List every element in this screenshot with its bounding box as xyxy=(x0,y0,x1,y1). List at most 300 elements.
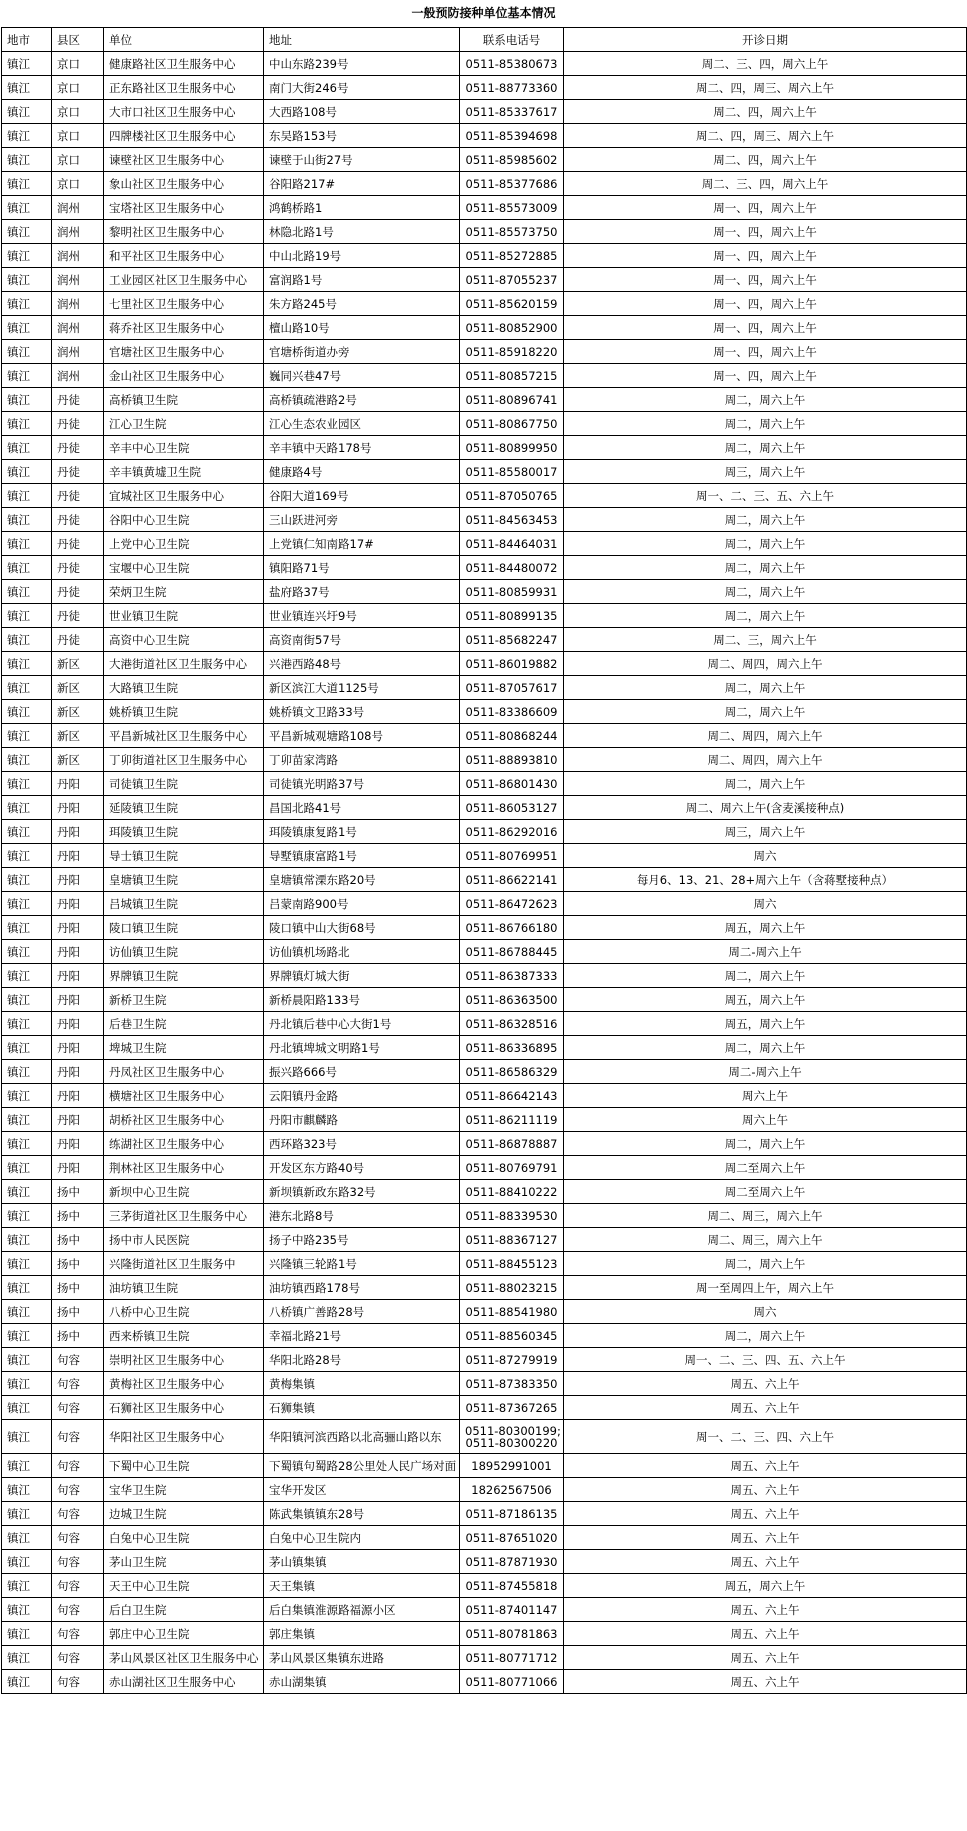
cell-district: 京口 xyxy=(52,52,104,76)
table-row xyxy=(2,1574,967,1598)
cell-district: 润州 xyxy=(52,268,104,292)
cell-open-days: 周二、四，周三、周六上午 xyxy=(564,76,967,100)
table-row xyxy=(2,964,967,988)
cell-city: 镇江 xyxy=(2,148,52,172)
table-row xyxy=(2,52,967,76)
cell-district: 丹阳 xyxy=(52,916,104,940)
cell-phone: 0511-88339530 xyxy=(460,1204,564,1228)
cell-unit: 象山社区卫生服务中心 xyxy=(104,172,264,196)
cell-address: 下蜀镇句蜀路28公里处人民广场对面 xyxy=(264,1454,460,1478)
cell-district: 润州 xyxy=(52,220,104,244)
table-row xyxy=(2,412,967,436)
cell-unit: 扬中市人民医院 xyxy=(104,1228,264,1252)
table-row xyxy=(2,244,967,268)
table-row xyxy=(2,364,967,388)
cell-district: 丹阳 xyxy=(52,868,104,892)
cell-district: 扬中 xyxy=(52,1180,104,1204)
table-row xyxy=(2,844,967,868)
cell-city: 镇江 xyxy=(2,268,52,292)
cell-district: 句容 xyxy=(52,1670,104,1694)
cell-open-days: 周一、二、三、五、六上午 xyxy=(564,484,967,508)
cell-city: 镇江 xyxy=(2,676,52,700)
cell-city: 镇江 xyxy=(2,1574,52,1598)
cell-unit: 上党中心卫生院 xyxy=(104,532,264,556)
table-row xyxy=(2,340,967,364)
cell-city: 镇江 xyxy=(2,220,52,244)
cell-unit: 高资中心卫生院 xyxy=(104,628,264,652)
cell-unit: 访仙镇卫生院 xyxy=(104,940,264,964)
cell-unit: 兴隆街道社区卫生服务中 xyxy=(104,1252,264,1276)
cell-address: 西环路323号 xyxy=(264,1132,460,1156)
cell-district: 扬中 xyxy=(52,1324,104,1348)
cell-district: 句容 xyxy=(52,1574,104,1598)
cell-unit: 皇塘镇卫生院 xyxy=(104,868,264,892)
cell-unit: 边城卫生院 xyxy=(104,1502,264,1526)
cell-city: 镇江 xyxy=(2,1180,52,1204)
cell-address: 陵口镇中山大街68号 xyxy=(264,916,460,940)
cell-unit: 导士镇卫生院 xyxy=(104,844,264,868)
cell-open-days: 周二，周六上午 xyxy=(564,436,967,460)
cell-address: 东吴路153号 xyxy=(264,124,460,148)
cell-district: 丹阳 xyxy=(52,796,104,820)
table-row xyxy=(2,748,967,772)
cell-unit: 茅山风景区社区卫生服务中心 xyxy=(104,1646,264,1670)
cell-open-days: 周三，周六上午 xyxy=(564,820,967,844)
table-row xyxy=(2,1454,967,1478)
cell-open-days: 周二，周六上午 xyxy=(564,580,967,604)
cell-open-days: 周五、六上午 xyxy=(564,1550,967,1574)
cell-city: 镇江 xyxy=(2,1036,52,1060)
cell-open-days: 周三，周六上午 xyxy=(564,460,967,484)
cell-open-days: 每月6、13、21、28+周六上午（含蒋墅接种点） xyxy=(564,868,967,892)
cell-address: 昌国北路41号 xyxy=(264,796,460,820)
cell-city: 镇江 xyxy=(2,124,52,148)
cell-city: 镇江 xyxy=(2,172,52,196)
cell-city: 镇江 xyxy=(2,1060,52,1084)
cell-phone: 0511-85682247 xyxy=(460,628,564,652)
cell-unit: 华阳社区卫生服务中心 xyxy=(104,1420,264,1454)
cell-district: 京口 xyxy=(52,124,104,148)
cell-unit: 官塘社区卫生服务中心 xyxy=(104,340,264,364)
cell-address: 姚桥镇文卫路33号 xyxy=(264,700,460,724)
cell-phone: 0511-87057617 xyxy=(460,676,564,700)
cell-district: 新区 xyxy=(52,676,104,700)
cell-open-days: 周二、四，周六上午 xyxy=(564,148,967,172)
cell-phone: 0511-85272885 xyxy=(460,244,564,268)
cell-city: 镇江 xyxy=(2,1348,52,1372)
cell-district: 润州 xyxy=(52,292,104,316)
cell-address: 谷阳路217# xyxy=(264,172,460,196)
cell-phone: 0511-87651020 xyxy=(460,1526,564,1550)
table-row xyxy=(2,220,967,244)
cell-unit: 正东路社区卫生服务中心 xyxy=(104,76,264,100)
cell-address: 茅山镇集镇 xyxy=(264,1550,460,1574)
cell-address: 八桥镇广善路28号 xyxy=(264,1300,460,1324)
cell-open-days: 周二，周六上午 xyxy=(564,388,967,412)
cell-unit: 后巷卫生院 xyxy=(104,1012,264,1036)
cell-city: 镇江 xyxy=(2,1132,52,1156)
table-row xyxy=(2,868,967,892)
table-row xyxy=(2,916,967,940)
cell-phone: 0511-80857215 xyxy=(460,364,564,388)
cell-address: 宝华开发区 xyxy=(264,1478,460,1502)
cell-district: 扬中 xyxy=(52,1300,104,1324)
table-row xyxy=(2,460,967,484)
cell-city: 镇江 xyxy=(2,1372,52,1396)
cell-open-days: 周二，周六上午 xyxy=(564,1036,967,1060)
cell-phone: 0511-86766180 xyxy=(460,916,564,940)
cell-address: 大西路108号 xyxy=(264,100,460,124)
cell-district: 扬中 xyxy=(52,1252,104,1276)
cell-district: 新区 xyxy=(52,700,104,724)
cell-phone: 0511-86019882 xyxy=(460,652,564,676)
cell-open-days: 周一、二、三、四、六上午 xyxy=(564,1420,967,1454)
table-row xyxy=(2,1622,967,1646)
cell-city: 镇江 xyxy=(2,340,52,364)
cell-city: 镇江 xyxy=(2,412,52,436)
cell-open-days: 周五、六上午 xyxy=(564,1454,967,1478)
cell-unit: 新桥卫生院 xyxy=(104,988,264,1012)
cell-unit: 石狮社区卫生服务中心 xyxy=(104,1396,264,1420)
table-row xyxy=(2,316,967,340)
cell-open-days: 周二，周六上午 xyxy=(564,964,967,988)
cell-phone: 0511-85394698 xyxy=(460,124,564,148)
cell-city: 镇江 xyxy=(2,748,52,772)
cell-unit: 陵口镇卫生院 xyxy=(104,916,264,940)
table-row xyxy=(2,100,967,124)
header-open-days: 开诊日期 xyxy=(564,28,967,52)
table-row xyxy=(2,172,967,196)
cell-city: 镇江 xyxy=(2,844,52,868)
cell-city: 镇江 xyxy=(2,1204,52,1228)
header-district: 县区 xyxy=(52,28,104,52)
cell-phone: 0511-84563453 xyxy=(460,508,564,532)
cell-unit: 宝塔社区卫生服务中心 xyxy=(104,196,264,220)
table-row xyxy=(2,1156,967,1180)
cell-unit: 宜城社区卫生服务中心 xyxy=(104,484,264,508)
cell-phone: 0511-86363500 xyxy=(460,988,564,1012)
table-row xyxy=(2,1252,967,1276)
cell-open-days: 周六上午 xyxy=(564,1108,967,1132)
cell-unit: 宝堰中心卫生院 xyxy=(104,556,264,580)
table-row xyxy=(2,1228,967,1252)
table-row xyxy=(2,1526,967,1550)
table-row xyxy=(2,796,967,820)
cell-city: 镇江 xyxy=(2,1228,52,1252)
cell-district: 丹阳 xyxy=(52,964,104,988)
cell-city: 镇江 xyxy=(2,196,52,220)
cell-phone: 0511-84464031 xyxy=(460,532,564,556)
cell-phone: 0511-86801430 xyxy=(460,772,564,796)
cell-address: 开发区东方路40号 xyxy=(264,1156,460,1180)
cell-city: 镇江 xyxy=(2,52,52,76)
cell-address: 郭庄集镇 xyxy=(264,1622,460,1646)
table-row xyxy=(2,436,967,460)
cell-open-days: 周六 xyxy=(564,844,967,868)
cell-address: 丹北镇后巷中心大街1号 xyxy=(264,1012,460,1036)
table-row xyxy=(2,892,967,916)
cell-district: 丹阳 xyxy=(52,1156,104,1180)
cell-district: 京口 xyxy=(52,100,104,124)
cell-phone: 0511-85377686 xyxy=(460,172,564,196)
cell-district: 丹徒 xyxy=(52,556,104,580)
table-title: 一般预防接种单位基本情况 xyxy=(411,6,556,20)
cell-phone: 0511-87401147 xyxy=(460,1598,564,1622)
cell-address: 后白集镇淮源路福源小区 xyxy=(264,1598,460,1622)
cell-address: 盐府路37号 xyxy=(264,580,460,604)
cell-open-days: 周二、三、四，周六上午 xyxy=(564,172,967,196)
cell-district: 京口 xyxy=(52,76,104,100)
cell-city: 镇江 xyxy=(2,652,52,676)
cell-unit: 吕城镇卫生院 xyxy=(104,892,264,916)
cell-address: 镇阳路71号 xyxy=(264,556,460,580)
cell-district: 句容 xyxy=(52,1502,104,1526)
cell-unit: 界牌镇卫生院 xyxy=(104,964,264,988)
cell-unit: 丁卯街道社区卫生服务中心 xyxy=(104,748,264,772)
cell-district: 丹阳 xyxy=(52,772,104,796)
cell-open-days: 周二、周四，周六上午 xyxy=(564,724,967,748)
table-row xyxy=(2,388,967,412)
cell-city: 镇江 xyxy=(2,796,52,820)
cell-address: 导墅镇康富路1号 xyxy=(264,844,460,868)
cell-address: 华阳北路28号 xyxy=(264,1348,460,1372)
header-city: 地市 xyxy=(2,28,52,52)
cell-unit: 西来桥镇卫生院 xyxy=(104,1324,264,1348)
cell-city: 镇江 xyxy=(2,988,52,1012)
cell-district: 润州 xyxy=(52,316,104,340)
cell-district: 扬中 xyxy=(52,1204,104,1228)
cell-open-days: 周二-周六上午 xyxy=(564,1060,967,1084)
cell-district: 句容 xyxy=(52,1420,104,1454)
cell-city: 镇江 xyxy=(2,532,52,556)
cell-district: 润州 xyxy=(52,340,104,364)
table-row xyxy=(2,1132,967,1156)
cell-open-days: 周一、二、三、四、五、六上午 xyxy=(564,1348,967,1372)
cell-open-days: 周一、四，周六上午 xyxy=(564,244,967,268)
cell-open-days: 周二，周六上午 xyxy=(564,676,967,700)
table-row xyxy=(2,1550,967,1574)
cell-city: 镇江 xyxy=(2,940,52,964)
cell-open-days: 周二，周六上午 xyxy=(564,700,967,724)
cell-address: 中山北路19号 xyxy=(264,244,460,268)
cell-city: 镇江 xyxy=(2,244,52,268)
table-row xyxy=(2,724,967,748)
table-row xyxy=(2,1204,967,1228)
cell-open-days: 周二，周六上午 xyxy=(564,604,967,628)
cell-city: 镇江 xyxy=(2,1502,52,1526)
cell-phone: 0511-87367265 xyxy=(460,1396,564,1420)
cell-unit: 世业镇卫生院 xyxy=(104,604,264,628)
cell-address: 三山跃进河旁 xyxy=(264,508,460,532)
cell-district: 丹阳 xyxy=(52,844,104,868)
table-row xyxy=(2,484,967,508)
table-row xyxy=(2,76,967,100)
cell-city: 镇江 xyxy=(2,460,52,484)
cell-open-days: 周五、六上午 xyxy=(564,1598,967,1622)
cell-unit: 三茅街道社区卫生服务中心 xyxy=(104,1204,264,1228)
cell-address: 朱方路245号 xyxy=(264,292,460,316)
cell-city: 镇江 xyxy=(2,1454,52,1478)
cell-unit: 新坝中心卫生院 xyxy=(104,1180,264,1204)
table-row xyxy=(2,508,967,532)
table-row xyxy=(2,940,967,964)
cell-open-days: 周五，周六上午 xyxy=(564,1574,967,1598)
table-row xyxy=(2,1060,967,1084)
cell-address: 黄梅集镇 xyxy=(264,1372,460,1396)
table-body xyxy=(2,52,967,1694)
table-row xyxy=(2,1670,967,1694)
cell-city: 镇江 xyxy=(2,364,52,388)
cell-unit: 和平社区卫生服务中心 xyxy=(104,244,264,268)
cell-unit: 谏壁社区卫生服务中心 xyxy=(104,148,264,172)
cell-address: 白兔中心卫生院内 xyxy=(264,1526,460,1550)
cell-unit: 埤城卫生院 xyxy=(104,1036,264,1060)
cell-unit: 七里社区卫生服务中心 xyxy=(104,292,264,316)
table-row xyxy=(2,1420,967,1454)
cell-open-days: 周六 xyxy=(564,1300,967,1324)
cell-address: 陈武集镇镇东28号 xyxy=(264,1502,460,1526)
table-row xyxy=(2,1012,967,1036)
cell-city: 镇江 xyxy=(2,1550,52,1574)
cell-unit: 珥陵镇卫生院 xyxy=(104,820,264,844)
cell-address: 平昌新城观塘路108号 xyxy=(264,724,460,748)
cell-city: 镇江 xyxy=(2,1526,52,1550)
cell-phone: 0511-87383350 xyxy=(460,1372,564,1396)
cell-phone: 0511-87055237 xyxy=(460,268,564,292)
cell-phone: 0511-85573750 xyxy=(460,220,564,244)
cell-city: 镇江 xyxy=(2,1670,52,1694)
table-row xyxy=(2,292,967,316)
table-row xyxy=(2,1036,967,1060)
cell-district: 丹阳 xyxy=(52,820,104,844)
cell-open-days: 周五、六上午 xyxy=(564,1396,967,1420)
cell-address: 司徒镇光明路37号 xyxy=(264,772,460,796)
cell-district: 句容 xyxy=(52,1526,104,1550)
cell-city: 镇江 xyxy=(2,388,52,412)
table-row xyxy=(2,1276,967,1300)
cell-city: 镇江 xyxy=(2,580,52,604)
cell-phone: 0511-80899950 xyxy=(460,436,564,460)
cell-city: 镇江 xyxy=(2,916,52,940)
cell-district: 润州 xyxy=(52,196,104,220)
cell-open-days: 周一、四，周六上午 xyxy=(564,196,967,220)
table-row xyxy=(2,580,967,604)
cell-address: 振兴路666号 xyxy=(264,1060,460,1084)
cell-address: 鸿鹤桥路1 xyxy=(264,196,460,220)
cell-address: 健康路4号 xyxy=(264,460,460,484)
cell-city: 镇江 xyxy=(2,508,52,532)
cell-city: 镇江 xyxy=(2,604,52,628)
table-row xyxy=(2,556,967,580)
table-row xyxy=(2,1598,967,1622)
cell-open-days: 周二至周六上午 xyxy=(564,1180,967,1204)
cell-address: 新桥晨阳路133号 xyxy=(264,988,460,1012)
cell-unit: 司徒镇卫生院 xyxy=(104,772,264,796)
cell-city: 镇江 xyxy=(2,292,52,316)
cell-district: 新区 xyxy=(52,724,104,748)
cell-district: 丹徒 xyxy=(52,388,104,412)
cell-city: 镇江 xyxy=(2,628,52,652)
cell-address: 谷阳大道169号 xyxy=(264,484,460,508)
cell-phone: 0511-88023215 xyxy=(460,1276,564,1300)
cell-address: 辛丰镇中天路178号 xyxy=(264,436,460,460)
cell-city: 镇江 xyxy=(2,1012,52,1036)
cell-district: 丹阳 xyxy=(52,1036,104,1060)
cell-city: 镇江 xyxy=(2,1276,52,1300)
cell-unit: 辛丰中心卫生院 xyxy=(104,436,264,460)
cell-open-days: 周二、四，周三、周六上午 xyxy=(564,124,967,148)
cell-address: 油坊镇西路178号 xyxy=(264,1276,460,1300)
cell-address: 官塘桥街道办旁 xyxy=(264,340,460,364)
cell-unit: 姚桥镇卫生院 xyxy=(104,700,264,724)
table-header-row xyxy=(2,28,967,52)
cell-unit: 白兔中心卫生院 xyxy=(104,1526,264,1550)
cell-district: 京口 xyxy=(52,172,104,196)
cell-open-days: 周五、六上午 xyxy=(564,1502,967,1526)
cell-phone: 0511-88541980 xyxy=(460,1300,564,1324)
cell-city: 镇江 xyxy=(2,964,52,988)
cell-unit: 天王中心卫生院 xyxy=(104,1574,264,1598)
cell-unit: 崇明社区卫生服务中心 xyxy=(104,1348,264,1372)
cell-open-days: 周五，周六上午 xyxy=(564,1012,967,1036)
table-row xyxy=(2,820,967,844)
cell-city: 镇江 xyxy=(2,1396,52,1420)
cell-phone: 0511-80769951 xyxy=(460,844,564,868)
table-row xyxy=(2,700,967,724)
cell-phone: 0511-88773360 xyxy=(460,76,564,100)
cell-open-days: 周二、周四，周六上午 xyxy=(564,748,967,772)
table-row xyxy=(2,604,967,628)
cell-phone: 0511-80781863 xyxy=(460,1622,564,1646)
cell-open-days: 周二，周六上午 xyxy=(564,1132,967,1156)
cell-open-days: 周二、三、四，周六上午 xyxy=(564,52,967,76)
cell-address: 富润路1号 xyxy=(264,268,460,292)
cell-district: 丹阳 xyxy=(52,1060,104,1084)
cell-phone: 0511-86622141 xyxy=(460,868,564,892)
cell-open-days: 周一、四，周六上午 xyxy=(564,340,967,364)
cell-address: 林隐北路1号 xyxy=(264,220,460,244)
cell-district: 新区 xyxy=(52,748,104,772)
cell-unit: 后白卫生院 xyxy=(104,1598,264,1622)
cell-city: 镇江 xyxy=(2,1324,52,1348)
cell-city: 镇江 xyxy=(2,724,52,748)
cell-address: 访仙镇机场路北 xyxy=(264,940,460,964)
cell-city: 镇江 xyxy=(2,1252,52,1276)
cell-unit: 黄梅社区卫生服务中心 xyxy=(104,1372,264,1396)
cell-unit: 横塘社区卫生服务中心 xyxy=(104,1084,264,1108)
cell-unit: 宝华卫生院 xyxy=(104,1478,264,1502)
cell-open-days: 周一至周四上午，周六上午 xyxy=(564,1276,967,1300)
cell-open-days: 周二，周六上午 xyxy=(564,508,967,532)
cell-city: 镇江 xyxy=(2,1478,52,1502)
cell-district: 扬中 xyxy=(52,1228,104,1252)
cell-phone: 0511-80769791 xyxy=(460,1156,564,1180)
cell-address: 上党镇仁知南路17# xyxy=(264,532,460,556)
cell-open-days: 周二、周三，周六上午 xyxy=(564,1204,967,1228)
cell-city: 镇江 xyxy=(2,820,52,844)
cell-open-days: 周五、六上午 xyxy=(564,1478,967,1502)
cell-phone: 0511-80771712 xyxy=(460,1646,564,1670)
table-row xyxy=(2,772,967,796)
cell-address: 新区滨江大道1125号 xyxy=(264,676,460,700)
cell-address: 幸福北路21号 xyxy=(264,1324,460,1348)
cell-open-days: 周一、四，周六上午 xyxy=(564,364,967,388)
cell-city: 镇江 xyxy=(2,484,52,508)
cell-address: 中山东路239号 xyxy=(264,52,460,76)
table-row xyxy=(2,1300,967,1324)
cell-district: 丹阳 xyxy=(52,1012,104,1036)
table-row xyxy=(2,268,967,292)
